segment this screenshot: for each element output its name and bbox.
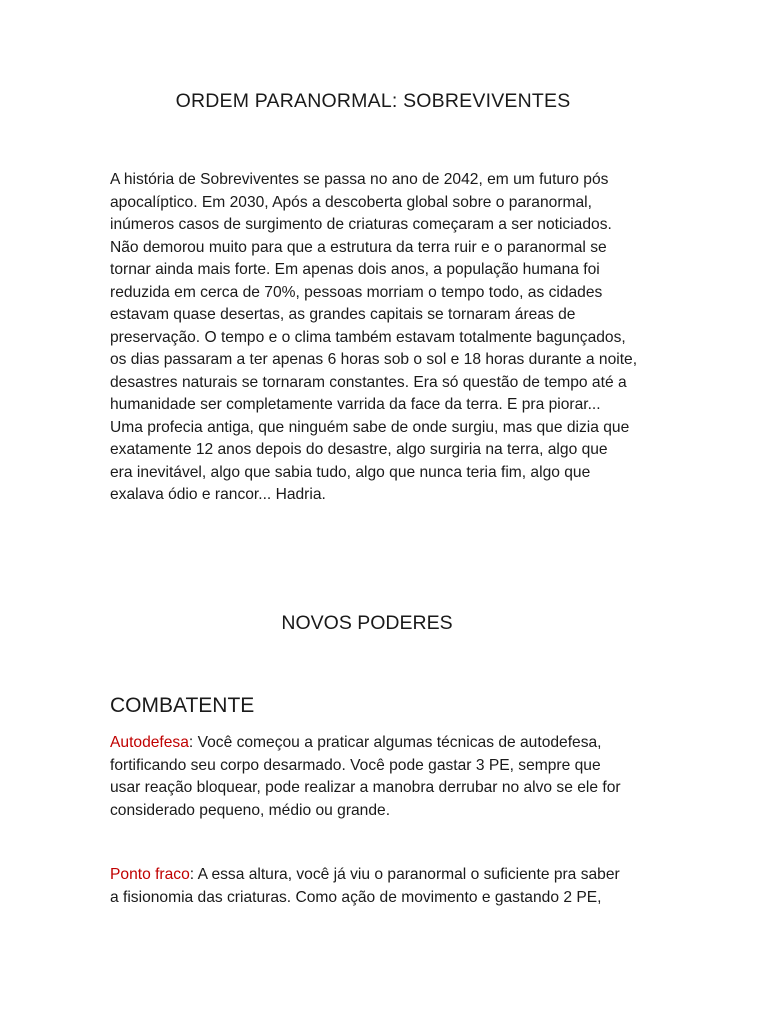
- intro-line: preservação. O tempo e o clima também estavam totalmente bagunçados,: [110, 328, 626, 346]
- power-line: fortificando seu corpo desarmado. Você pode gastar 3 PE, sempre que: [110, 756, 601, 774]
- intro-line: humanidade ser completamente varrida da face da terra. E pra piorar...: [110, 396, 601, 413]
- intro-line: os dias passaram a ter apenas 6 horas sob o sol e 18 horas durante a noite,: [110, 351, 638, 368]
- intro-line: Não demorou muito para que a estrutura da terra ruir e o paranormal se: [110, 238, 607, 256]
- document-title: ORDEM PARANORMAL: SOBREVIVENTES: [175, 90, 571, 112]
- power-name: Autodefesa: [110, 734, 189, 751]
- intro-line: exatamente 12 anos depois do desastre, algo surgiria na terra, algo que: [110, 441, 608, 458]
- section-title-novos-poderes: NOVOS PODERES: [281, 612, 453, 634]
- power-ponto-fraco: [110, 864, 670, 909]
- class-title-combatente: COMBATENTE: [110, 694, 255, 717]
- intro-line: A história de Sobreviventes se passa no ano de 2042, em um futuro pós: [110, 171, 609, 188]
- power-line: [110, 732, 670, 755]
- power-text: : A essa altura, você já viu o paranormal o suficiente pra saber: [189, 866, 620, 883]
- intro-line: tornar ainda mais forte. Em apenas dois anos, a população humana foi: [110, 261, 600, 278]
- intro-line: exalava ódio e rancor... Hadria.: [110, 486, 326, 503]
- power-name: Ponto fraco: [110, 866, 190, 883]
- intro-line: estavam quase desertas, as grandes capitais se tornaram áreas de: [110, 306, 576, 323]
- power-autodefesa: [110, 732, 670, 822]
- power-line: a fisionomia das criaturas. Como ação de movimento e gastando 2 PE,: [110, 888, 602, 906]
- power-text: : Você começou a praticar algumas técnicas de autodefesa,: [188, 734, 602, 751]
- power-line: [110, 864, 670, 887]
- intro-line: inúmeros casos de surgimento de criaturas começaram a ser noticiados.: [110, 216, 612, 233]
- intro-line: era inevitável, algo que sabia tudo, algo que nunca teria fim, algo que: [110, 463, 591, 481]
- intro-line: apocalíptico. Em 2030, Após a descoberta global sobre o paranormal,: [110, 193, 592, 211]
- intro-line: reduzida em cerca de 70%, pessoas morriam o tempo todo, as cidades: [110, 283, 603, 301]
- intro-line: desastres naturais se tornaram constantes. Era só questão de tempo até a: [110, 373, 627, 391]
- power-line: usar reação bloquear, pode realizar a manobra derrubar no alvo se ele for: [110, 779, 621, 796]
- intro-paragraph: [110, 169, 670, 507]
- power-line: considerado pequeno, médio ou grande.: [110, 801, 391, 819]
- intro-line: Uma profecia antiga, que ninguém sabe de onde surgiu, mas que dizia que: [110, 418, 630, 436]
